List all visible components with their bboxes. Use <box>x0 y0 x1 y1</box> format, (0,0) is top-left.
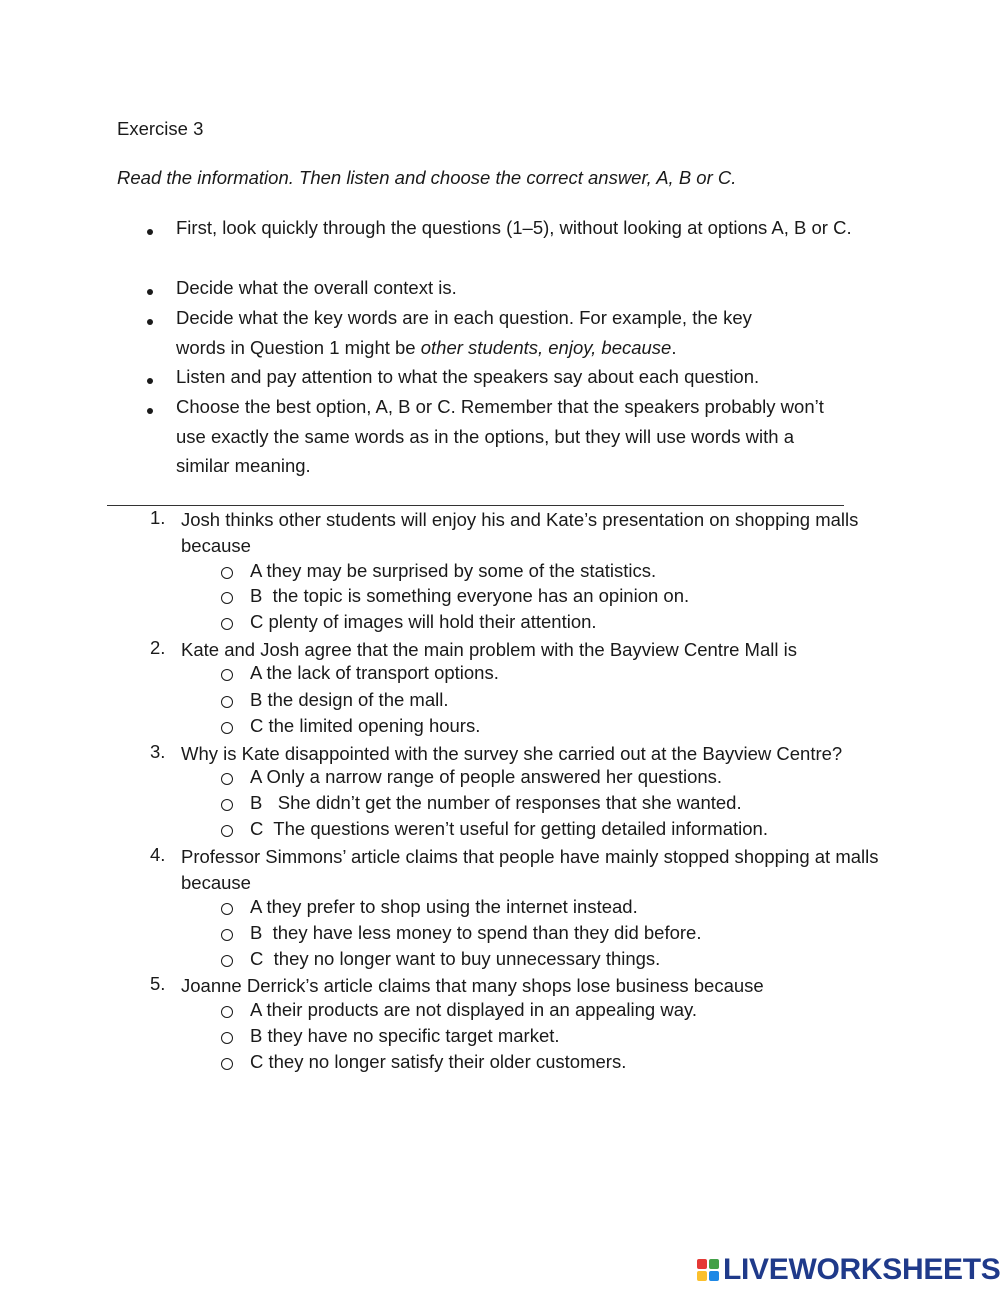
question-text: Professor Simmons’ article claims that people have mainly stopped shopping at malls because <box>181 846 879 893</box>
option-3c[interactable]: C The questions weren’t useful for getting detailed information. <box>250 818 768 839</box>
tip-item: Choose the best option, A, B or C. Remember that the speakers probably won’t use exactly the same words as in the options, but they will use words with a similar meaning. <box>176 396 824 476</box>
option-3a[interactable]: A Only a narrow range of people answered her questions. <box>250 766 723 787</box>
option-circle-icon[interactable] <box>221 722 233 734</box>
divider <box>107 505 844 506</box>
option-circle-icon[interactable] <box>221 799 233 811</box>
question-text: Joanne Derrick’s article claims that many shops lose business because <box>181 975 764 996</box>
option-1b[interactable]: B the topic is something everyone has an opinion on. <box>250 585 690 606</box>
option-2b[interactable]: B the design of the mall. <box>250 689 449 710</box>
bullet-icon <box>145 278 155 300</box>
exercise-instruction: Read the information. Then listen and choose the correct answer, A, B or C. <box>117 167 737 188</box>
question-text: Josh thinks other students will enjoy his and Kate’s presentation on shopping malls because <box>181 509 859 556</box>
logo-block <box>697 1271 707 1281</box>
question-number: 5. <box>150 973 166 994</box>
option-5a[interactable]: A their products are not displayed in an appealing way. <box>250 999 698 1020</box>
option-circle-icon[interactable] <box>221 592 233 604</box>
option-circle-icon[interactable] <box>221 903 233 915</box>
question-text: Kate and Josh agree that the main problem with the Bayview Centre Mall is <box>181 639 797 660</box>
option-4c[interactable]: C they no longer want to buy unnecessary things. <box>250 948 661 969</box>
logo-block <box>709 1259 719 1269</box>
option-5b[interactable]: B they have no specific target market. <box>250 1025 560 1046</box>
tip-text: Decide what the key words are in each question. For example, the key words in Question 1 might be <box>176 307 752 358</box>
option-4a[interactable]: A they prefer to shop using the internet instead. <box>250 896 638 917</box>
option-2c[interactable]: C the limited opening hours. <box>250 715 481 736</box>
option-circle-icon[interactable] <box>221 773 233 785</box>
logo-blocks-icon <box>697 1259 719 1281</box>
option-4b[interactable]: B they have less money to spend than they did before. <box>250 922 702 943</box>
bullet-icon <box>145 367 155 389</box>
option-circle-icon[interactable] <box>221 825 233 837</box>
option-5c[interactable]: C they no longer satisfy their older customers. <box>250 1051 627 1072</box>
option-1a[interactable]: A they may be surprised by some of the statistics. <box>250 560 657 581</box>
bullet-icon <box>145 218 155 240</box>
tip-text-end: . <box>671 336 677 358</box>
bullet-icon <box>145 397 155 419</box>
question-number: 1. <box>150 507 166 528</box>
option-circle-icon[interactable] <box>221 669 233 681</box>
option-2a[interactable]: A the lack of transport options. <box>250 662 499 683</box>
tip-key-words: other students, enjoy, because <box>420 336 672 358</box>
logo-text: LIVEWORKSHEETS <box>723 1253 1000 1286</box>
tip-item <box>176 303 796 362</box>
question-text: Why is Kate disappointed with the survey she carried out at the Bayview Centre? <box>181 743 843 764</box>
question-number: 2. <box>150 637 166 658</box>
option-circle-icon[interactable] <box>221 696 233 708</box>
option-circle-icon[interactable] <box>221 1032 233 1044</box>
option-circle-icon[interactable] <box>221 1058 233 1070</box>
option-circle-icon[interactable] <box>221 618 233 630</box>
exercise-title: Exercise 3 <box>117 118 204 139</box>
option-3b[interactable]: B She didn’t get the number of responses that she wanted. <box>250 792 742 813</box>
question-number: 3. <box>150 741 166 762</box>
option-1c[interactable]: C plenty of images will hold their attention. <box>250 611 597 632</box>
logo-block <box>697 1259 707 1269</box>
option-circle-icon[interactable] <box>221 1006 233 1018</box>
question-number: 4. <box>150 844 166 865</box>
tip-item: Decide what the overall context is. <box>176 277 457 298</box>
option-circle-icon[interactable] <box>221 955 233 967</box>
logo-block <box>709 1271 719 1281</box>
tip-item: First, look quickly through the questions (1–5), without looking at options A, B or C. <box>176 217 852 238</box>
bullet-icon <box>145 308 155 330</box>
liveworksheets-logo <box>697 1252 1000 1288</box>
option-circle-icon[interactable] <box>221 929 233 941</box>
tip-item: Listen and pay attention to what the speakers say about each question. <box>176 366 760 387</box>
option-circle-icon[interactable] <box>221 567 233 579</box>
